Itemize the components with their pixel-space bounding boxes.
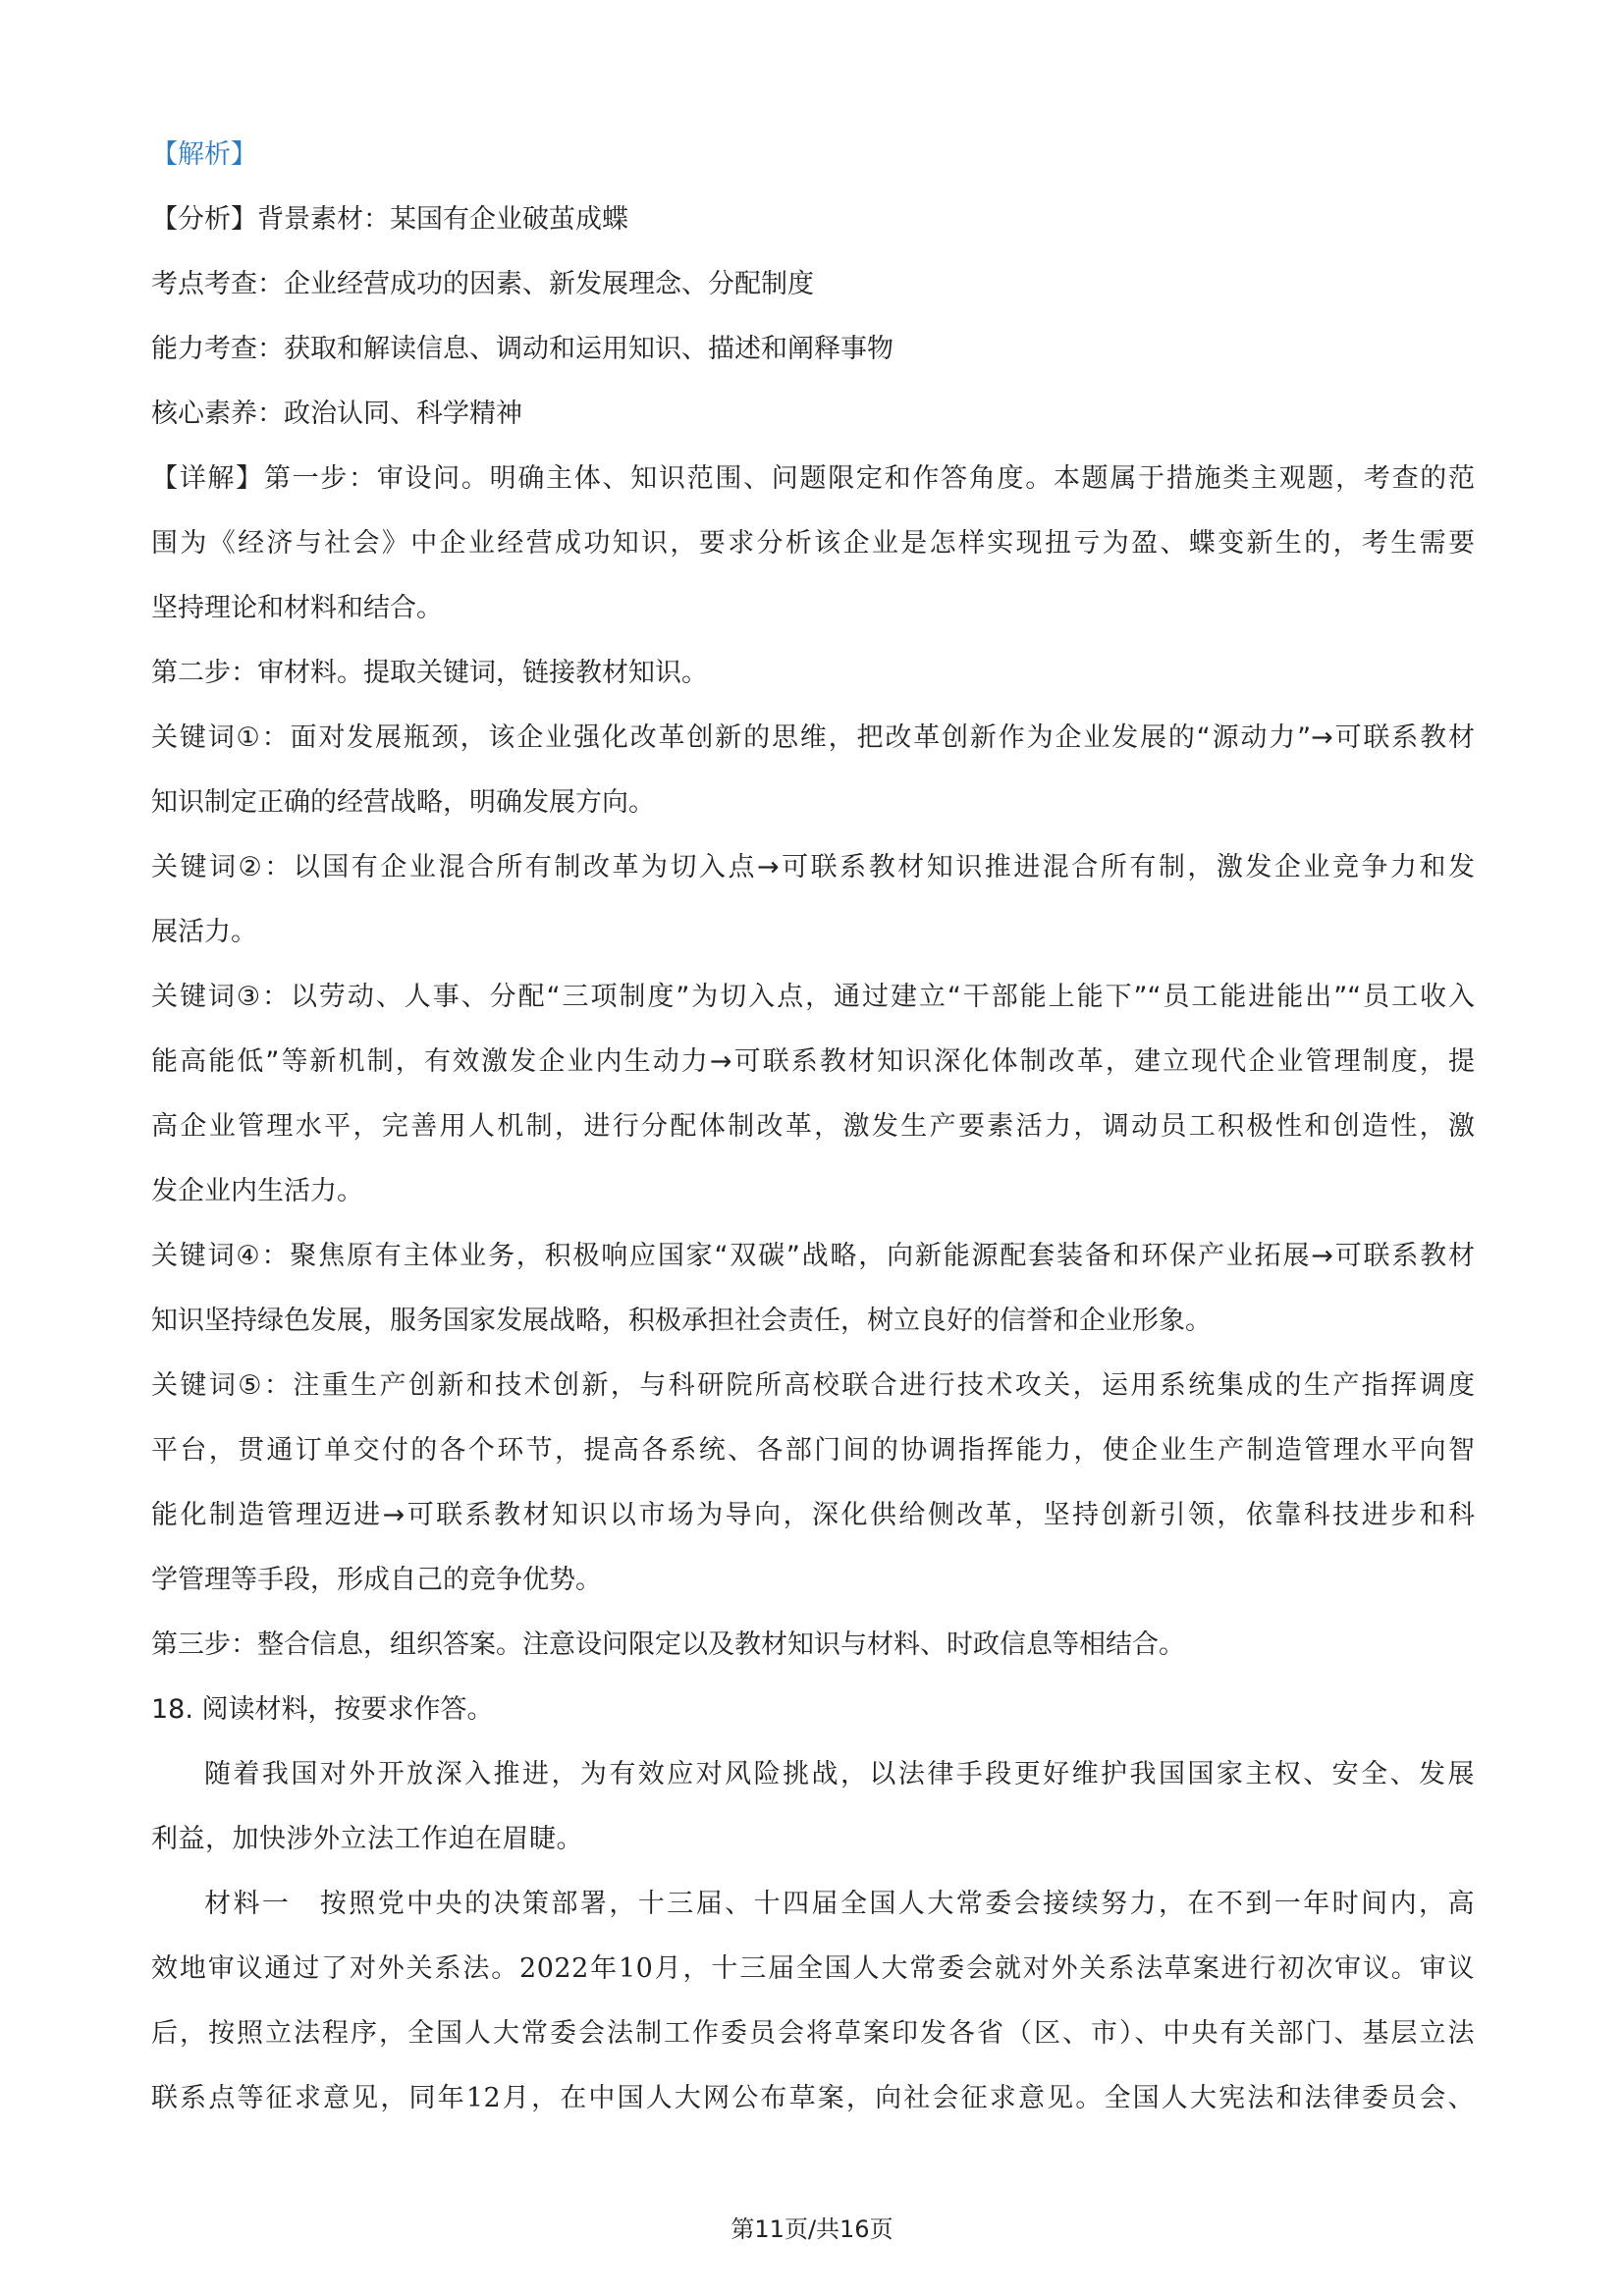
- material-1-line: 效地审议通过了对外关系法。2022年10月，十三届全国人大常委会就对外关系法草案进行初次审议。审议: [151, 1953, 1475, 1984]
- keyword-5-line: 能化制造管理迈进→可联系教材知识以市场为导向，深化供给侧改革，坚持创新引领，依靠科技进步和科: [151, 1500, 1475, 1530]
- keyword-3-line: 能高能低”等新机制，有效激发企业内生动力→可联系教材知识深化体制改革，建立现代企业管理制度，提: [151, 1046, 1475, 1077]
- keyword-5-line: 平台，贯通订单交付的各个环节，提高各系统、各部门间的协调指挥能力，使企业生产制造管理水平向智: [151, 1435, 1475, 1466]
- keyword-3-line: 发企业内生活力。: [151, 1176, 363, 1206]
- detail-line: 【详解】第一步：审设问。明确主体、知识范围、问题限定和作答角度。本题属于措施类主观题，考查的范: [151, 463, 1475, 494]
- keyword-1-line: 关键词①：面对发展瓶颈，该企业强化改革创新的思维，把改革创新作为企业发展的“源动力”→可联系教材: [151, 722, 1475, 753]
- question-18-intro-line: 随着我国对外开放深入推进，为有效应对风险挑战，以法律手段更好维护我国国家主权、安全、发展: [204, 1759, 1475, 1789]
- analysis-background: 【分析】背景素材：某国有企业破茧成蝶: [151, 204, 628, 235]
- detail-line: 坚持理论和材料和结合。: [151, 593, 443, 623]
- keyword-5-line: 关键词⑤：注重生产创新和技术创新，与科研院所高校联合进行技术攻关，运用系统集成的生产指挥调度: [151, 1370, 1475, 1401]
- keyword-4-line: 关键词④：聚焦原有主体业务，积极响应国家“双碳”战略，向新能源配套装备和环保产业拓展→可联系教材: [151, 1241, 1475, 1271]
- question-18-title: 18. 阅读材料，按要求作答。: [151, 1694, 494, 1725]
- material-1-line: 后，按照立法程序，全国人大常委会法制工作委员会将草案印发各省（区、市）、中央有关部门、基层立法: [151, 2018, 1475, 2049]
- keyword-2-line: 关键词②：以国有企业混合所有制改革为切入点→可联系教材知识推进混合所有制，激发企业竞争力和发: [151, 852, 1475, 882]
- analysis-ability: 能力考查：获取和解读信息、调动和运用知识、描述和阐释事物: [151, 334, 893, 364]
- keyword-5-line: 学管理等手段，形成自己的竞争优势。: [151, 1565, 602, 1595]
- page-footer: 第11页/共16页: [731, 2216, 893, 2243]
- material-1-line: 材料一 按照党中央的决策部署，十三届、十四届全国人大常委会接续努力，在不到一年时间内，高: [204, 1889, 1475, 1919]
- material-1-line: 联系点等征求意见，同年12月，在中国人大网公布草案，向社会征求意见。全国人大宪法和法律委员会、: [151, 2083, 1475, 2113]
- analysis-literacy: 核心素养：政治认同、科学精神: [151, 399, 522, 429]
- keyword-1-line: 知识制定正确的经营战略，明确发展方向。: [151, 787, 655, 818]
- step-three: 第三步：整合信息，组织答案。注意设问限定以及教材知识与材料、时政信息等相结合。: [151, 1629, 1185, 1660]
- keyword-3-line: 高企业管理水平，完善用人机制，进行分配体制改革，激发生产要素活力，调动员工积极性和创造性，激: [151, 1111, 1475, 1142]
- keyword-2-line: 展活力。: [151, 917, 257, 947]
- step-two: 第二步：审材料。提取关键词，链接教材知识。: [151, 658, 708, 688]
- question-18-intro-line: 利益，加快涉外立法工作迫在眉睫。: [151, 1824, 583, 1854]
- keyword-4-line: 知识坚持绿色发展，服务国家发展战略，积极承担社会责任，树立良好的信誉和企业形象。: [151, 1306, 1212, 1336]
- detail-line: 围为《经济与社会》中企业经营成功知识，要求分析该企业是怎样实现扭亏为盈、蝶变新生的，考生需要: [151, 528, 1475, 559]
- keyword-3-line: 关键词③：以劳动、人事、分配“三项制度”为切入点，通过建立“干部能上能下”“员工能进能出”“员工收入: [151, 982, 1475, 1012]
- section-heading: 【解析】: [151, 139, 257, 170]
- analysis-exam-points: 考点考查：企业经营成功的因素、新发展理念、分配制度: [151, 269, 814, 299]
